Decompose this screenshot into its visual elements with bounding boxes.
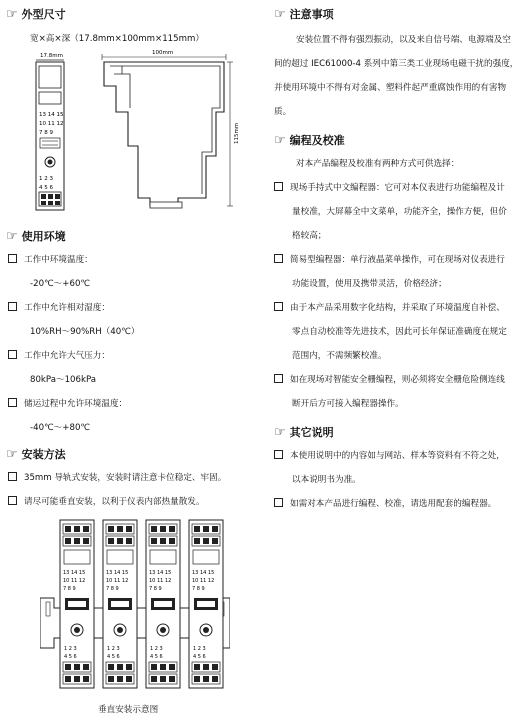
checkbox-icon (8, 254, 17, 263)
item-text: 如需对本产品进行编程、校准，请选用配套的编程器。 (290, 499, 497, 509)
list-item (8, 350, 110, 363)
list-item (274, 374, 505, 387)
list-item (274, 450, 505, 463)
dim-side-label: 100mm (152, 50, 174, 56)
list-item (274, 254, 505, 267)
notice-line: 质。 (274, 107, 292, 117)
dim-front-label: 17.8mm (40, 53, 63, 59)
item-text: 如在现场对智能安全栅编程，则必须将安全栅危险侧连线 (290, 375, 505, 385)
checkbox-icon (8, 472, 17, 481)
list-item (8, 496, 204, 509)
terminal-row: 7 8 9 (149, 586, 162, 592)
terminal-row: 13 14 15 (63, 570, 86, 576)
terminal-row: 4 5 6 (107, 654, 120, 660)
terminal-row: 13 14 15 (106, 570, 129, 576)
item-text: 以本说明书为准。 (292, 475, 361, 485)
item-value: -20℃～+60℃ (30, 279, 91, 289)
terminal-row: 10 11 12 (63, 578, 86, 584)
item-text: 格较高； (292, 231, 327, 241)
checkbox-icon (8, 496, 17, 505)
installed-module (146, 520, 180, 688)
checkbox-icon (8, 350, 17, 359)
terminal-row: 1 2 3 (107, 646, 120, 652)
item-label: 工作中环境温度： (24, 255, 93, 265)
terminal-row: 7 8 9 (106, 586, 119, 592)
dimensions-formula: 宽×高×深（17.8mm×100mm×115mm） (30, 34, 204, 44)
item-text: 量校准，大屏幕全中文菜单，功能齐全，操作方便，但价 (292, 207, 507, 217)
terminal-row: 13 14 15 (149, 570, 172, 576)
item-value: 80kPa～106kPa (30, 375, 97, 385)
pointing-hand-icon: ☞ (274, 425, 286, 440)
notice-title: 注意事项 (289, 8, 334, 21)
terminal-row: 1 2 3 (64, 646, 77, 652)
item-text: 功能设置，使用及携带灵活，价格经济； (292, 279, 447, 289)
terminal-row: 10 11 12 (149, 578, 172, 584)
notice-line: 并使用环境中不得有对金属、塑料件起严重腐蚀作用的有害物 (274, 83, 507, 93)
item-label: 储运过程中允许环境温度： (24, 399, 128, 409)
terminal-row: 1 2 3 (39, 176, 53, 182)
programming-heading (274, 132, 345, 148)
terminal-row: 13 14 15 (192, 570, 215, 576)
terminal-row: 7 8 9 (39, 130, 53, 136)
dim-height-label: 115mm (234, 122, 240, 144)
pointing-hand-icon: ☞ (274, 7, 286, 22)
item-text: 断开后方可接入编程器操作。 (292, 399, 404, 409)
item-text: 35mm 导轨式安装，安装时请注意卡位稳定、牢固。 (24, 473, 227, 483)
programming-title: 编程及校准 (289, 134, 345, 147)
item-text: 现场手持式中文编程器：它可对本仪表进行功能编程及计 (290, 183, 505, 193)
item-value: 10%RH～90%RH（40℃） (30, 327, 140, 337)
dimensions-title: 外型尺寸 (21, 8, 66, 21)
terminal-row: 10 11 12 (39, 121, 64, 127)
programming-intro: 对本产品编程及校准有两种方式可供选择： (296, 159, 460, 169)
item-text: 简易型编程器：单行液晶菜单操作，可在现场对仪表进行 (290, 255, 505, 265)
checkbox-icon (8, 302, 17, 311)
checkbox-icon (274, 450, 283, 459)
install-title: 安装方法 (21, 448, 66, 461)
terminal-row: 10 11 12 (192, 578, 215, 584)
terminal-row: 7 8 9 (63, 586, 76, 592)
other-heading (274, 424, 334, 440)
terminal-row: 7 8 9 (192, 586, 205, 592)
terminal-row: 4 5 6 (150, 654, 163, 660)
environment-heading (6, 228, 66, 244)
checkbox-icon (274, 302, 283, 311)
notice-line: 间的超过 IEC61000-4 系列中第三类工业现场电磁干扰的强度， (274, 59, 519, 69)
list-item (8, 398, 127, 411)
list-item (8, 254, 93, 267)
environment-title: 使用环境 (21, 230, 66, 243)
pointing-hand-icon: ☞ (6, 7, 18, 22)
vertical-install-diagram (40, 518, 230, 692)
item-text: 请尽可能垂直安装，以利于仪表内部热量散发。 (24, 497, 205, 507)
item-text: 零点自动校准等先进技术，因此可长年保证准确度在规定 (292, 327, 507, 337)
install-caption: 垂直安装示意图 (98, 705, 159, 715)
terminal-row: 4 5 6 (39, 185, 53, 191)
side-view (102, 54, 233, 208)
notice-line: 安装位置不得有强烈振动，以及来自信号端、电源端及空 (296, 35, 511, 45)
terminal-row: 10 11 12 (106, 578, 129, 584)
item-label: 工作中允许大气压力： (24, 351, 110, 361)
checkbox-icon (274, 254, 283, 263)
item-label: 工作中允许相对湿度： (24, 303, 110, 313)
checkbox-icon (274, 498, 283, 507)
pointing-hand-icon: ☞ (6, 447, 18, 462)
terminal-row: 4 5 6 (64, 654, 77, 660)
installed-module (189, 520, 223, 688)
install-heading (6, 446, 66, 462)
checkbox-icon (8, 398, 17, 407)
item-text: 由于本产品采用数字化结构，并采取了环境温度自补偿、 (290, 303, 505, 313)
terminal-row: 4 5 6 (193, 654, 206, 660)
terminal-row: 1 2 3 (150, 646, 163, 652)
notice-heading (274, 6, 334, 22)
pointing-hand-icon: ☞ (274, 133, 286, 148)
item-value: -40℃～+80℃ (30, 423, 91, 433)
terminal-row: 1 2 3 (193, 646, 206, 652)
installed-module (60, 520, 94, 688)
terminal-row: 13 14 15 (39, 112, 64, 118)
checkbox-icon (274, 374, 283, 383)
dimensions-heading (6, 6, 66, 22)
item-text: 范围内，不需频繁校准。 (292, 351, 387, 361)
list-item (8, 302, 110, 315)
list-item (274, 498, 496, 511)
list-item (8, 472, 226, 485)
list-item (274, 302, 505, 315)
item-text: 本使用说明中的内容如与网站、样本等资料有不符之处， (290, 451, 505, 461)
other-title: 其它说明 (289, 426, 334, 439)
dimension-drawing (30, 46, 250, 216)
pointing-hand-icon: ☞ (6, 229, 18, 244)
list-item (274, 182, 505, 195)
installed-module (103, 520, 137, 688)
checkbox-icon (274, 182, 283, 191)
front-view (36, 60, 64, 210)
